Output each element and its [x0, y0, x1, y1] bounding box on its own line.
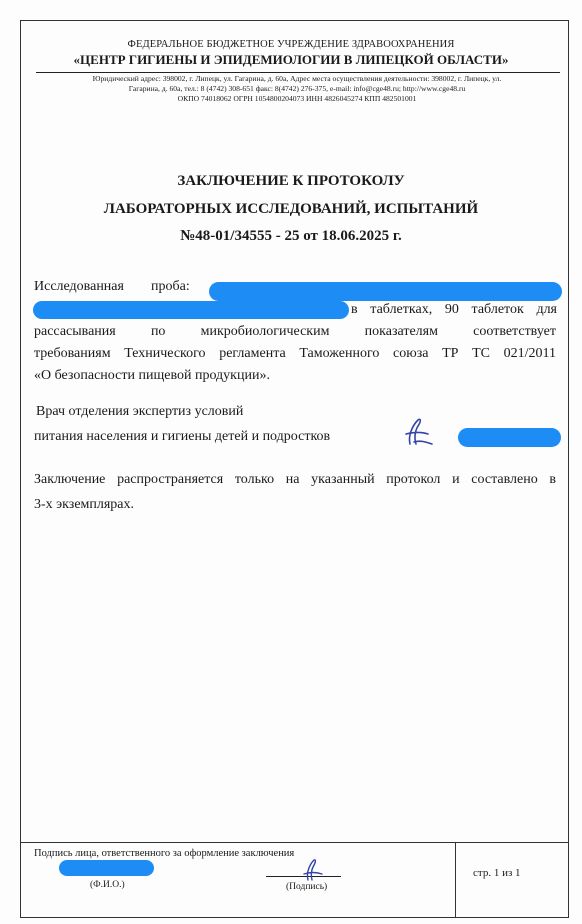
- doc-title-line-1: ЗАКЛЮЧЕНИЕ К ПРОТОКОЛУ: [177, 173, 405, 189]
- address-line-1: Юридический адрес: 398002, г. Липецк, ул. Гагарина, д. 60а, Адрес места осуществления деятельности: 398002, г. Липецк, ул.: [92, 74, 502, 83]
- sample-label-word-2: проба:: [151, 279, 190, 294]
- header-divider: [36, 72, 560, 73]
- doctor-title-line-2: питания населения и гигиены детей и подростков: [34, 429, 331, 444]
- conclusion-line-5: «О безопасности пищевой продукции».: [34, 368, 270, 383]
- redacted-doctor-name: [458, 428, 561, 447]
- conclusion-line-4: требованиям Технического регламента Таможенного союза ТР ТС 021/2011: [34, 346, 556, 361]
- fio-caption: (Ф.И.О.): [90, 880, 125, 890]
- note-line-2: 3-х экземплярах.: [34, 497, 135, 512]
- signature-caption: (Подпись): [286, 882, 328, 892]
- word: соответствует: [473, 324, 556, 339]
- sample-label-word-1: Исследованная: [34, 279, 124, 294]
- footer-column-divider: [455, 842, 456, 918]
- org-address: [34, 74, 560, 104]
- note-line-1: Заключение распространяется только на указанный протокол и составлено в: [34, 472, 556, 487]
- address-line-3: ОКПО 74018062 ОГРН 1054800204073 ИНН 4826045274 КПП 482501001: [177, 94, 417, 103]
- responsible-label: Подпись лица, ответственного за оформление заключения: [34, 848, 295, 859]
- org-line-1: ФЕДЕРАЛЬНОЕ БЮДЖЕТНОЕ УЧРЕЖДЕНИЕ ЗДРАВООХРАНЕНИЯ: [127, 39, 455, 50]
- footer-divider: [20, 842, 569, 843]
- word: рассасывания: [34, 324, 116, 339]
- word: показателям: [364, 324, 438, 339]
- address-line-2: Гагарина, д. 60а, тел.: 8 (4742) 308-651 факс: 8(4742) 276-375, e-mail: info@cge48.ru; http://www.cge48.ru: [128, 84, 466, 93]
- word: по: [150, 324, 166, 339]
- doctor-signature: [396, 414, 436, 450]
- redacted-sample-name: [209, 282, 562, 301]
- redacted-responsible-name: [59, 860, 154, 876]
- doctor-title-line-1: Врач отделения экспертиз условий: [36, 404, 244, 419]
- page-border: [20, 20, 569, 918]
- redacted-sample-name-cont: [33, 301, 349, 319]
- word: микробиологическим: [200, 324, 330, 339]
- responsible-signature: [296, 856, 326, 884]
- sample-description-tail: в таблетках, 90 таблеток для: [351, 302, 557, 317]
- page-info: стр. 1 из 1: [473, 867, 521, 879]
- org-name: «ЦЕНТР ГИГИЕНЫ И ЭПИДЕМИОЛОГИИ В ЛИПЕЦКОЙ ОБЛАСТИ»: [73, 52, 509, 67]
- conclusion-line-3: [34, 324, 556, 340]
- doc-title-line-2: ЛАБОРАТОРНЫХ ИССЛЕДОВАНИЙ, ИСПЫТАНИЙ: [103, 201, 479, 217]
- protocol-number: №48-01/34555 - 25 от 18.06.2025 г.: [180, 228, 402, 244]
